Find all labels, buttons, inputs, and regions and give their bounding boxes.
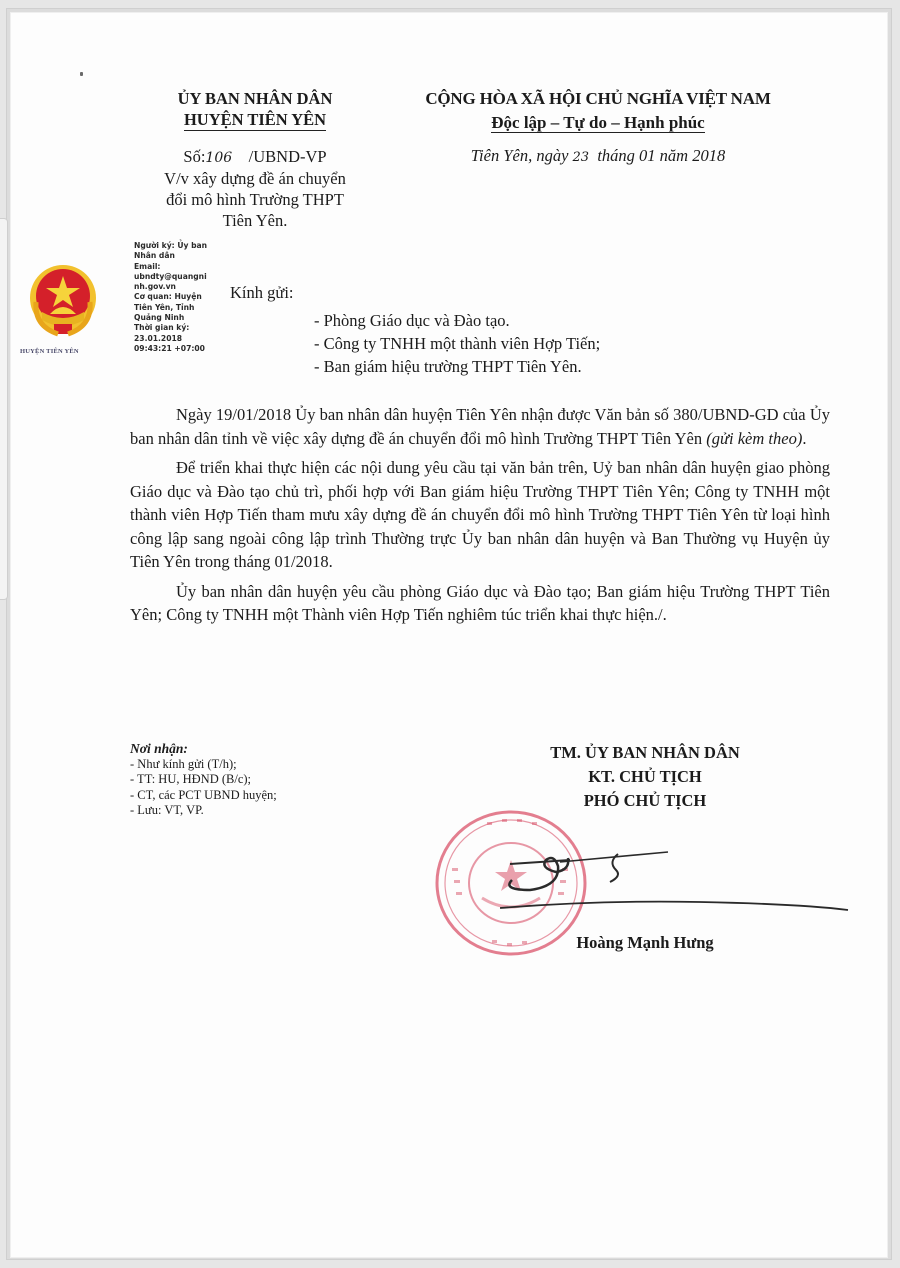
signature-block bbox=[430, 741, 860, 813]
digital-signature-info: Người ký: Ủy ban Nhân dân Email: ubndty@quangni nh.gov.vn Cơ quan: Huyện Tiên Yên, Tỉnh Quảng Ninh Thời gian ký: 23.01.2018 09:43:21 +07:00 bbox=[134, 241, 208, 353]
number-handwritten: 106 bbox=[205, 150, 233, 166]
recipient-item: - Phòng Giáo dục và Đào tạo. bbox=[314, 311, 510, 330]
agency-line1: ỦY BAN NHÂN DÂN bbox=[177, 89, 333, 108]
receivers-title: Nơi nhận: bbox=[130, 741, 188, 756]
document-number bbox=[120, 146, 390, 169]
recipient-item: - Ban giám hiệu trường THPT Tiên Yên. bbox=[314, 357, 582, 376]
national-title: CỘNG HÒA XÃ HỘI CHỦ NGHĨA VIỆT NAM bbox=[425, 89, 771, 108]
sign-line3: PHÓ CHỦ TỊCH bbox=[583, 791, 707, 810]
receiver-item: - Lưu: VT, VP. bbox=[130, 803, 204, 817]
receiver-item: - CT, các PCT UBND huyện; bbox=[130, 787, 277, 802]
side-scroll-tab[interactable] bbox=[0, 218, 8, 600]
subject-line: đổi mô hình Trường THPT bbox=[166, 190, 344, 209]
body-paragraph-2: Để triển khai thực hiện các nội dung yêu cầu tại văn bản trên, Uỷ ban nhân dân huyện giao phòng Giáo dục và Đào tạo chủ trì, phối hợp với Ban giám hiệu Trường THPT Tiên Yên; Công ty TNHH một thành viên Hợp Tiến tham mưu xây dựng đề án chuyển đổi mô hình Trường THPT Tiên Yên từ loại hình công lập sang ngoài công lập trình Thường trực Ủy ban nhân dân huyện và Ban Thường vụ Huyện ủy Tiên Yên trong tháng 01/2018. bbox=[130, 458, 830, 571]
scan-speck bbox=[80, 72, 83, 76]
receiver-item: - Như kính gửi (T/h); bbox=[130, 756, 237, 771]
agency-line2: HUYỆN TIÊN YÊN bbox=[183, 110, 327, 129]
national-motto: Độc lập – Tự do – Hạnh phúc bbox=[491, 113, 705, 132]
handwritten-signature-icon bbox=[500, 840, 860, 920]
subject-line: V/v xây dựng đề án chuyển bbox=[164, 169, 346, 188]
document-subject bbox=[120, 168, 390, 231]
national-emblem-icon bbox=[28, 262, 98, 346]
body-paragraph-1: Ngày 19/01/2018 Ủy ban nhân dân huyện Tiên Yên nhận được Văn bản số 380/UBND-GD của Ủy ban nhân dân tỉnh về việc xây dựng đề án chuyển đổi mô hình Trường THPT Tiên Yên (gửi kèm theo). bbox=[130, 405, 830, 448]
number-prefix: Số: bbox=[183, 147, 206, 166]
recipient-item: - Công ty TNHH một thành viên Hợp Tiến; bbox=[314, 334, 601, 353]
document-body bbox=[130, 403, 830, 633]
salutation: Kính gửi: bbox=[230, 283, 294, 302]
receivers-list bbox=[130, 741, 277, 819]
emblem-caption: HUYỆN TIÊN YÊN bbox=[20, 348, 79, 355]
sign-line1: TM. ỦY BAN NHÂN DÂN bbox=[550, 743, 740, 762]
number-suffix: /UBND-VP bbox=[248, 147, 327, 166]
subject-line: Tiên Yên. bbox=[222, 211, 288, 230]
place-date: Tiên Yên, ngày 23 tháng 01 năm 2018 bbox=[470, 146, 726, 165]
body-paragraph-3: Ủy ban nhân dân huyện yêu cầu phòng Giáo dục và Đào tạo; Ban giám hiệu Trường THPT Tiên Yên; Công ty TNHH một Thành viên Hợp Tiến nghiêm túc triển khai thực hiện./. bbox=[130, 581, 830, 624]
sign-line2: KT. CHỦ TỊCH bbox=[588, 767, 702, 786]
issuing-agency bbox=[120, 88, 390, 130]
day-handwritten: 23 bbox=[572, 150, 590, 165]
recipient-list bbox=[314, 309, 600, 378]
signer-name: Hoàng Mạnh Hưng bbox=[576, 933, 714, 952]
receiver-item: - TT: HU, HĐND (B/c); bbox=[130, 772, 252, 786]
